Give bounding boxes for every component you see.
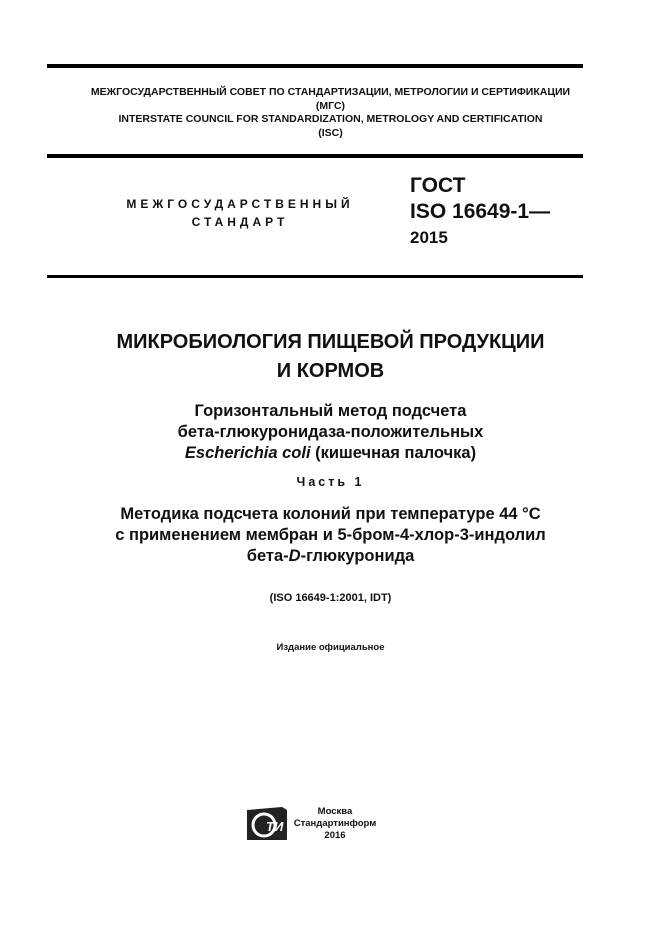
council-en-abbr: (ISC)	[318, 126, 343, 139]
standard-type	[100, 195, 380, 231]
iso-reference: (ISO 16649-1:2001, IDT)	[269, 592, 392, 604]
part-title-3b: -глюкуронида	[300, 547, 415, 565]
subtitle-line2: бета-глюкуронидаза-положительных	[177, 423, 484, 441]
part-title-3i: D	[288, 547, 301, 565]
council-ru: МЕЖГОСУДАРСТВЕННЫЙ СОВЕТ ПО СТАНДАРТИЗАЦИИ, МЕТРОЛОГИИ И СЕРТИФИКАЦИИ	[90, 86, 571, 98]
middle-rule	[47, 154, 583, 158]
top-rule	[47, 64, 583, 68]
council-block	[0, 86, 661, 140]
designation-number: ISO 16649-1—	[410, 200, 551, 223]
standard-type-line2: СТАНДАРТ	[191, 215, 289, 229]
edition-label: Издание официальное	[276, 642, 385, 653]
standard-type-line1: МЕЖГОСУДАРСТВЕННЫЙ	[126, 197, 354, 211]
subtitle-organism: Escherichia coli	[184, 444, 311, 462]
part-title	[0, 504, 661, 567]
part-title-line3	[0, 546, 661, 567]
publisher-year: 2016	[324, 830, 346, 841]
title-line2: И КОРМОВ	[276, 360, 385, 382]
part-label: Часть 1	[296, 475, 365, 489]
part-title-3a: бета-	[246, 547, 289, 565]
subtitle	[0, 401, 661, 464]
designation-gost: ГОСТ	[410, 174, 466, 197]
subtitle-common-name: (кишечная палочка)	[310, 444, 477, 462]
svg-text:ТИ: ТИ	[266, 819, 284, 834]
publisher-block	[290, 806, 380, 842]
council-ru-abbr: (МГС)	[315, 99, 346, 112]
designation-year: 2015	[410, 228, 448, 247]
title-line1: МИКРОБИОЛОГИЯ ПИЩЕВОЙ ПРОДУКЦИИ	[116, 331, 545, 353]
main-title	[0, 328, 661, 386]
publisher-name: Стандартинформ	[293, 818, 377, 829]
part-title-line1: Методика подсчета колоний при температуре 44 °С	[120, 505, 541, 523]
designation	[410, 173, 550, 251]
subtitle-line1: Горизонтальный метод подсчета	[194, 402, 467, 420]
subtitle-line3	[0, 443, 661, 464]
standartinform-logo-icon	[246, 806, 288, 842]
part-title-line2: с применением мембран и 5-бром-4-хлор-3-индолил	[115, 526, 546, 544]
bottom-rule	[47, 275, 583, 278]
publisher-city: Москва	[317, 806, 353, 817]
council-en: INTERSTATE COUNCIL FOR STANDARDIZATION, METROLOGY AND CERTIFICATION	[118, 113, 543, 125]
